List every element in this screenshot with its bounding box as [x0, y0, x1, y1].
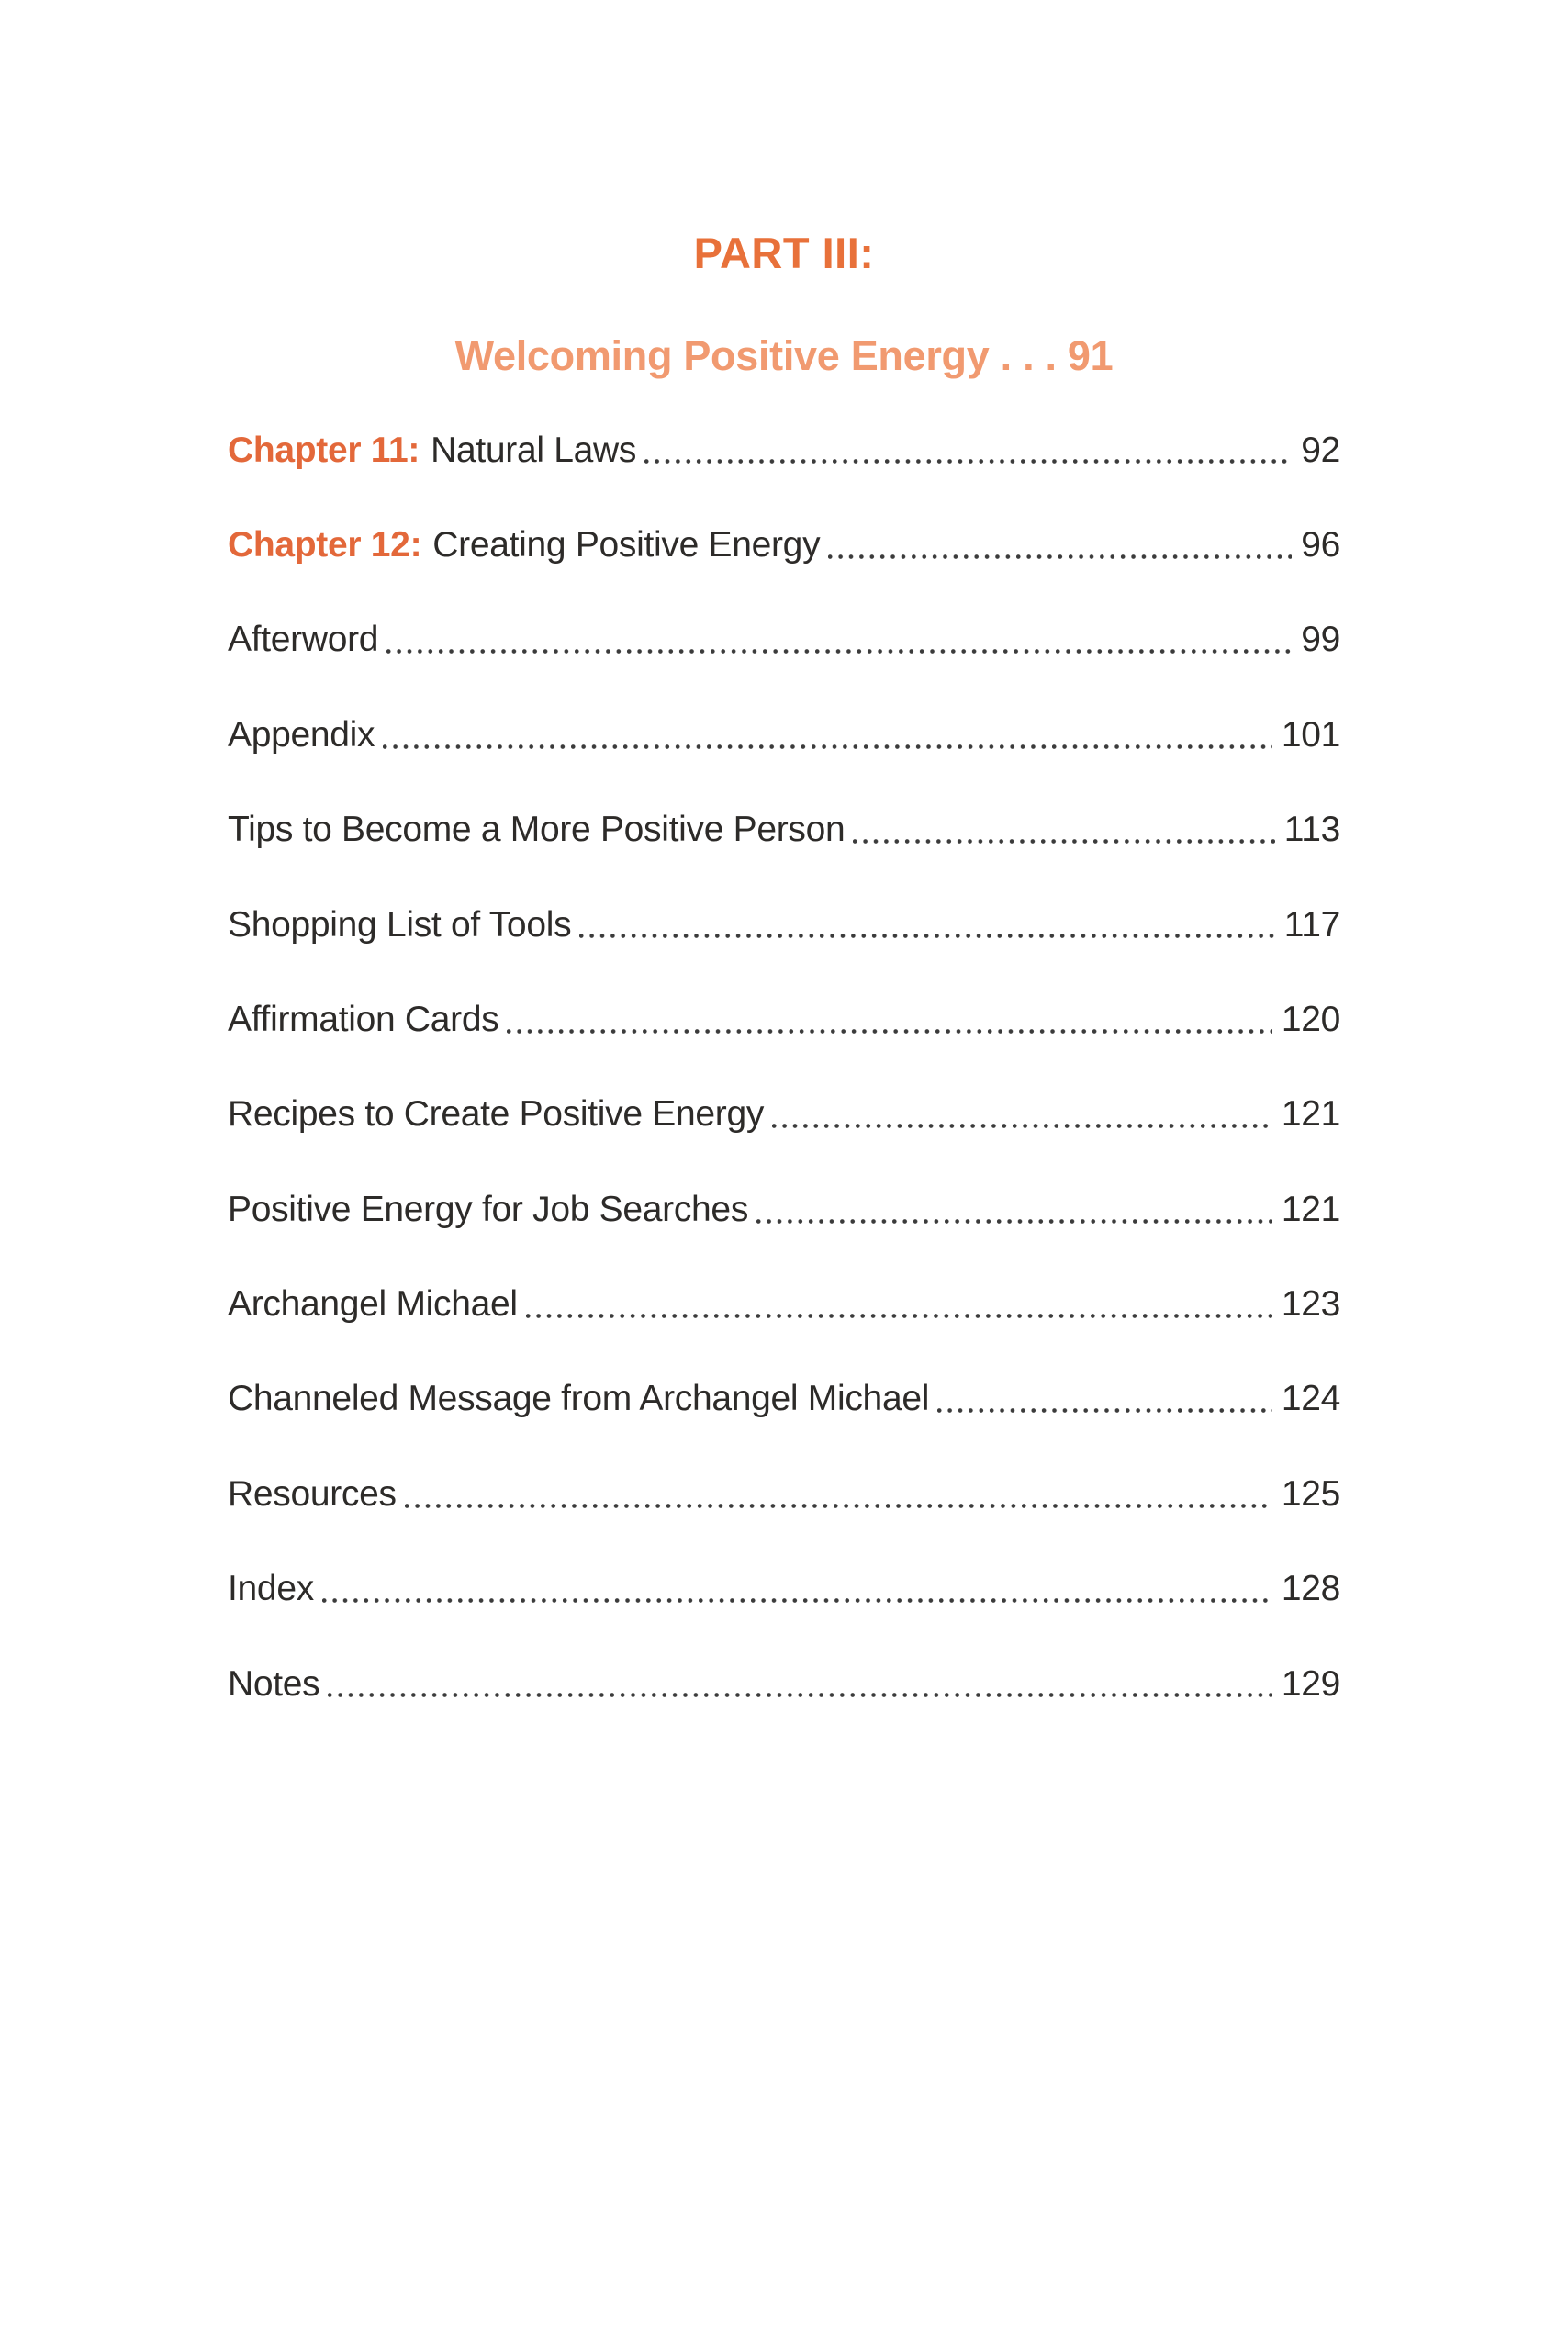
dotted-leader — [383, 744, 1272, 749]
toc-entry-chapter-label: Chapter 12: — [228, 524, 422, 565]
toc-entry-title: Recipes to Create Positive Energy — [228, 1094, 765, 1135]
toc-entry-page-number: 113 — [1283, 810, 1340, 850]
dotted-leader — [756, 1219, 1272, 1224]
dotted-leader — [644, 459, 1292, 464]
dotted-leader — [328, 1693, 1271, 1697]
table-of-contents — [228, 0, 1340, 1705]
toc-entry — [228, 1420, 1340, 1515]
dotted-leader — [386, 649, 1292, 654]
toc-entry-page-number: 121 — [1281, 1189, 1340, 1229]
dotted-leader — [937, 1408, 1272, 1413]
dotted-leader — [322, 1598, 1272, 1603]
toc-entry — [228, 376, 1340, 471]
toc-entry — [228, 471, 1340, 565]
toc-entry-page-number: 120 — [1281, 999, 1340, 1039]
toc-entry-chapter-label: Chapter 11: — [228, 430, 420, 470]
toc-entry-title: Positive Energy for Job Searches — [228, 1189, 749, 1229]
part-subtitle: Welcoming Positive Energy . . . 91 — [454, 332, 1114, 379]
toc-entry-title: Channeled Message from Archangel Michael — [228, 1379, 930, 1419]
toc-entry-page-number: 101 — [1281, 714, 1340, 755]
toc-entry-title: Tips to Become a More Positive Person — [228, 810, 846, 850]
dotted-leader — [828, 554, 1292, 559]
dotted-leader — [853, 839, 1274, 844]
toc-entry — [228, 1231, 1340, 1326]
toc-entry — [228, 566, 1340, 661]
dotted-leader — [507, 1029, 1271, 1034]
toc-entry — [228, 1326, 1340, 1420]
part-heading: PART III: — [693, 229, 875, 277]
toc-entry-page-number: 92 — [1301, 430, 1340, 470]
toc-entry-title: Notes — [228, 1663, 320, 1704]
toc-entry-page-number: 121 — [1281, 1094, 1340, 1135]
toc-entry-title: Shopping List of Tools — [228, 904, 572, 945]
dotted-leader — [579, 934, 1274, 938]
toc-entry-page-number: 124 — [1281, 1379, 1340, 1419]
toc-entry-page-number: 129 — [1281, 1663, 1340, 1704]
toc-entry-title: Creating Positive Energy — [432, 524, 821, 565]
toc-entry-title: Resources — [228, 1473, 397, 1514]
toc-entry — [228, 1516, 1340, 1610]
toc-entry-title: Index — [228, 1569, 314, 1609]
toc-entry-page-number: 99 — [1301, 620, 1340, 660]
dotted-leader — [526, 1314, 1272, 1318]
toc-entry — [228, 946, 1340, 1040]
toc-entry — [228, 661, 1340, 755]
toc-entry-page-number: 128 — [1281, 1569, 1340, 1609]
toc-entry-title: Affirmation Cards — [228, 999, 499, 1039]
dotted-leader — [405, 1504, 1272, 1508]
toc-entry — [228, 851, 1340, 946]
toc-entry-title: Appendix — [228, 714, 375, 755]
toc-list — [228, 376, 1340, 1705]
toc-entry-title: Natural Laws — [431, 430, 637, 470]
toc-entry-page-number: 117 — [1283, 904, 1340, 945]
toc-entry-page-number: 123 — [1281, 1284, 1340, 1325]
dotted-leader — [772, 1124, 1272, 1128]
toc-entry-title: Archangel Michael — [228, 1284, 518, 1325]
toc-entry-page-number: 96 — [1301, 524, 1340, 565]
toc-entry — [228, 1041, 1340, 1136]
toc-entry-page-number: 125 — [1281, 1473, 1340, 1514]
toc-entry-title: Afterword — [228, 620, 379, 660]
toc-entry — [228, 756, 1340, 851]
toc-entry — [228, 1136, 1340, 1230]
toc-entry — [228, 1610, 1340, 1705]
